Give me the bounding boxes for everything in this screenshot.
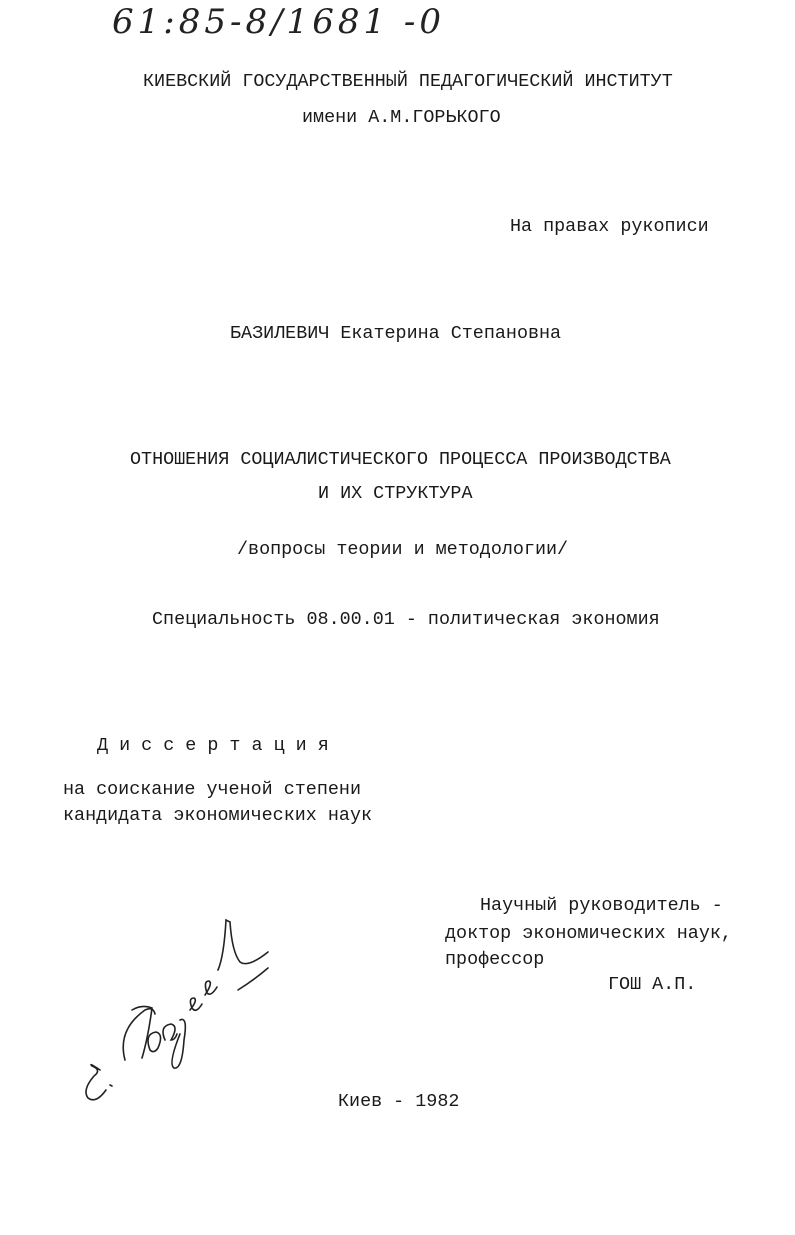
- place-and-year: Киев - 1982: [338, 1091, 460, 1112]
- degree-line1: на соискание ученой степени: [63, 779, 361, 800]
- specialty: Специальность 08.00.01 - политическая экономия: [152, 609, 660, 630]
- archive-number-handwritten: 61:85-8/1681 -0: [112, 2, 446, 42]
- supervisor-name: ГОШ А.П.: [608, 974, 697, 995]
- title-line1: ОТНОШЕНИЯ СОЦИАЛИСТИЧЕСКОГО ПРОЦЕССА ПРОИЗВОДСТВА: [130, 449, 671, 470]
- institution-line2: имени А.М.ГОРЬКОГО: [302, 107, 501, 128]
- institution-line1: КИЕВСКИЙ ГОСУДАРСТВЕННЫЙ ПЕДАГОГИЧЕСКИЙ ИНСТИТУТ: [143, 71, 673, 92]
- handwritten-signature: [70, 910, 280, 1110]
- dissertation-label: Д и с с е р т а ц и я: [97, 735, 329, 756]
- author-name: БАЗИЛЕВИЧ Екатерина Степановна: [230, 323, 562, 344]
- supervisor-line1: Научный руководитель -: [480, 895, 723, 916]
- title-line2: И ИХ СТРУКТУРА: [318, 483, 473, 504]
- supervisor-line2: доктор экономических наук,: [445, 923, 732, 944]
- supervisor-line3: профессор: [445, 949, 545, 970]
- subtitle: /вопросы теории и методологии/: [237, 539, 569, 560]
- manuscript-note: На правах рукописи: [510, 216, 709, 237]
- degree-line2: кандидата экономических наук: [63, 805, 373, 826]
